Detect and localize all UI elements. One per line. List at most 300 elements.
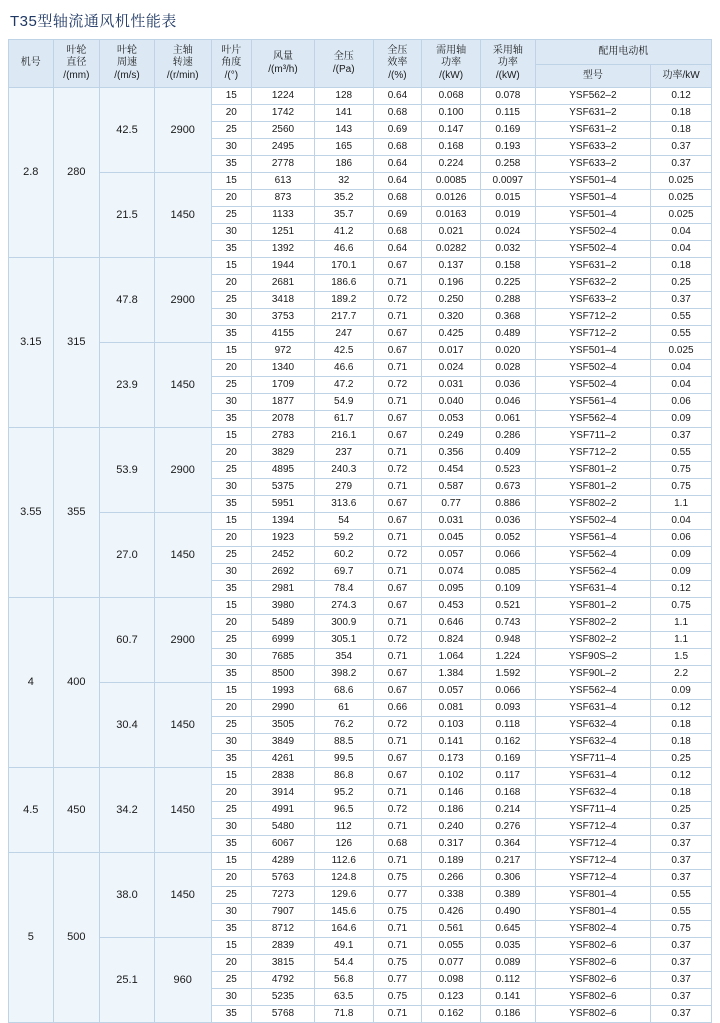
cell-adopted-power: 0.886 — [480, 496, 535, 513]
cell-impeller-diameter: 400 — [53, 598, 100, 768]
cell-required-power: 0.425 — [422, 326, 481, 343]
cell-required-power: 0.320 — [422, 309, 481, 326]
cell-blade-angle: 30 — [211, 564, 252, 581]
cell-air-volume: 2452 — [252, 547, 315, 564]
cell-required-power: 0.031 — [422, 513, 481, 530]
cell-adopted-power: 0.046 — [480, 394, 535, 411]
cell-motor-model: YSF502–4 — [535, 377, 650, 394]
cell-efficiency: 0.72 — [373, 802, 422, 819]
cell-required-power: 0.081 — [422, 700, 481, 717]
cell-motor-power: 0.12 — [651, 700, 712, 717]
cell-blade-angle: 20 — [211, 275, 252, 292]
cell-blade-angle: 30 — [211, 394, 252, 411]
cell-efficiency: 0.67 — [373, 411, 422, 428]
cell-required-power: 0.017 — [422, 343, 481, 360]
cell-total-pressure: 49.1 — [314, 938, 373, 955]
cell-motor-model: YSF501–4 — [535, 173, 650, 190]
cell-total-pressure: 313.6 — [314, 496, 373, 513]
cell-blade-angle: 20 — [211, 445, 252, 462]
cell-total-pressure: 56.8 — [314, 972, 373, 989]
cell-total-pressure: 86.8 — [314, 768, 373, 785]
cell-required-power: 0.587 — [422, 479, 481, 496]
cell-blade-angle: 30 — [211, 734, 252, 751]
table-row — [9, 258, 712, 275]
cell-motor-model: YSF501–4 — [535, 207, 650, 224]
cell-required-power: 0.057 — [422, 683, 481, 700]
cell-motor-model: YSF502–4 — [535, 241, 650, 258]
cell-air-volume: 4895 — [252, 462, 315, 479]
cell-motor-power: 0.55 — [651, 904, 712, 921]
cell-motor-power: 0.09 — [651, 683, 712, 700]
table-row — [9, 598, 712, 615]
cell-air-volume: 2495 — [252, 139, 315, 156]
cell-adopted-power: 0.389 — [480, 887, 535, 904]
cell-required-power: 0.0126 — [422, 190, 481, 207]
cell-blade-angle: 15 — [211, 173, 252, 190]
cell-motor-model: YSF561–4 — [535, 394, 650, 411]
cell-air-volume: 1709 — [252, 377, 315, 394]
cell-blade-angle: 35 — [211, 921, 252, 938]
cell-air-volume: 4792 — [252, 972, 315, 989]
cell-total-pressure: 54 — [314, 513, 373, 530]
cell-required-power: 0.021 — [422, 224, 481, 241]
cell-blade-angle: 35 — [211, 496, 252, 513]
cell-motor-power: 0.09 — [651, 411, 712, 428]
cell-adopted-power: 0.673 — [480, 479, 535, 496]
cell-total-pressure: 237 — [314, 445, 373, 462]
cell-motor-power: 0.37 — [651, 156, 712, 173]
cell-motor-power: 0.18 — [651, 258, 712, 275]
cell-efficiency: 0.71 — [373, 445, 422, 462]
cell-blade-angle: 25 — [211, 547, 252, 564]
cell-blade-angle: 25 — [211, 377, 252, 394]
cell-motor-model: YSF632–4 — [535, 734, 650, 751]
cell-impeller-speed: 47.8 — [100, 258, 155, 343]
cell-motor-model: YSF802–2 — [535, 632, 650, 649]
cell-adopted-power: 0.141 — [480, 989, 535, 1006]
cell-blade-angle: 15 — [211, 513, 252, 530]
cell-motor-model: YSF561–4 — [535, 530, 650, 547]
cell-blade-angle: 15 — [211, 683, 252, 700]
cell-blade-angle: 35 — [211, 1006, 252, 1023]
cell-adopted-power: 0.186 — [480, 1006, 535, 1023]
cell-total-pressure: 41.2 — [314, 224, 373, 241]
cell-adopted-power: 0.015 — [480, 190, 535, 207]
cell-motor-model: YSF631–4 — [535, 768, 650, 785]
cell-adopted-power: 0.117 — [480, 768, 535, 785]
cell-efficiency: 0.68 — [373, 190, 422, 207]
cell-adopted-power: 0.490 — [480, 904, 535, 921]
cell-efficiency: 0.71 — [373, 309, 422, 326]
cell-total-pressure: 96.5 — [314, 802, 373, 819]
cell-motor-power: 0.04 — [651, 224, 712, 241]
cell-efficiency: 0.67 — [373, 513, 422, 530]
cell-efficiency: 0.71 — [373, 853, 422, 870]
cell-total-pressure: 60.2 — [314, 547, 373, 564]
cell-efficiency: 0.68 — [373, 836, 422, 853]
th-adopted-shaft-power: 采用轴 功率 /(kW) — [480, 40, 535, 88]
cell-air-volume: 1133 — [252, 207, 315, 224]
cell-motor-model: YSF90L–2 — [535, 666, 650, 683]
cell-total-pressure: 305.1 — [314, 632, 373, 649]
cell-motor-power: 0.37 — [651, 989, 712, 1006]
cell-total-pressure: 78.4 — [314, 581, 373, 598]
cell-required-power: 0.338 — [422, 887, 481, 904]
cell-motor-power: 0.25 — [651, 275, 712, 292]
cell-motor-model: YSF712–4 — [535, 836, 650, 853]
cell-blade-angle: 15 — [211, 88, 252, 105]
cell-adopted-power: 0.217 — [480, 853, 535, 870]
cell-adopted-power: 0.214 — [480, 802, 535, 819]
cell-efficiency: 0.69 — [373, 122, 422, 139]
cell-required-power: 0.147 — [422, 122, 481, 139]
cell-efficiency: 0.71 — [373, 921, 422, 938]
cell-air-volume: 613 — [252, 173, 315, 190]
cell-blade-angle: 35 — [211, 156, 252, 173]
cell-adopted-power: 0.085 — [480, 564, 535, 581]
cell-total-pressure: 354 — [314, 649, 373, 666]
cell-shaft-rpm: 2900 — [154, 88, 211, 173]
cell-air-volume: 873 — [252, 190, 315, 207]
cell-total-pressure: 129.6 — [314, 887, 373, 904]
cell-total-pressure: 279 — [314, 479, 373, 496]
cell-efficiency: 0.67 — [373, 768, 422, 785]
cell-efficiency: 0.67 — [373, 598, 422, 615]
cell-blade-angle: 35 — [211, 751, 252, 768]
cell-required-power: 0.100 — [422, 105, 481, 122]
cell-blade-angle: 35 — [211, 326, 252, 343]
cell-motor-model: YSF562–4 — [535, 683, 650, 700]
cell-blade-angle: 25 — [211, 462, 252, 479]
cell-motor-model: YSF631–2 — [535, 258, 650, 275]
cell-adopted-power: 0.089 — [480, 955, 535, 972]
cell-total-pressure: 164.6 — [314, 921, 373, 938]
cell-efficiency: 0.71 — [373, 938, 422, 955]
cell-motor-power: 1.1 — [651, 496, 712, 513]
cell-motor-model: YSF502–4 — [535, 224, 650, 241]
cell-shaft-rpm: 2900 — [154, 258, 211, 343]
cell-motor-power: 0.37 — [651, 955, 712, 972]
table-row — [9, 853, 712, 870]
cell-motor-model: YSF802–6 — [535, 972, 650, 989]
cell-model: 3.55 — [9, 428, 54, 598]
cell-air-volume: 1392 — [252, 241, 315, 258]
cell-shaft-rpm: 1450 — [154, 768, 211, 853]
cell-motor-power: 0.18 — [651, 717, 712, 734]
cell-air-volume: 972 — [252, 343, 315, 360]
cell-blade-angle: 20 — [211, 700, 252, 717]
cell-total-pressure: 63.5 — [314, 989, 373, 1006]
cell-motor-power: 0.18 — [651, 122, 712, 139]
cell-efficiency: 0.75 — [373, 955, 422, 972]
cell-adopted-power: 0.024 — [480, 224, 535, 241]
cell-motor-power: 0.04 — [651, 377, 712, 394]
cell-impeller-speed: 25.1 — [100, 938, 155, 1023]
th-required-shaft-power: 需用轴 功率 /(kW) — [422, 40, 481, 88]
cell-adopted-power: 0.115 — [480, 105, 535, 122]
cell-motor-power: 0.75 — [651, 921, 712, 938]
th-efficiency: 全压 效率 /(%) — [373, 40, 422, 88]
cell-blade-angle: 15 — [211, 768, 252, 785]
cell-motor-model: YSF712–4 — [535, 819, 650, 836]
cell-required-power: 0.0085 — [422, 173, 481, 190]
cell-efficiency: 0.77 — [373, 887, 422, 904]
cell-total-pressure: 61 — [314, 700, 373, 717]
cell-impeller-speed: 34.2 — [100, 768, 155, 853]
cell-required-power: 0.646 — [422, 615, 481, 632]
cell-adopted-power: 0.645 — [480, 921, 535, 938]
cell-motor-model: YSF711–4 — [535, 751, 650, 768]
cell-required-power: 0.824 — [422, 632, 481, 649]
cell-required-power: 0.317 — [422, 836, 481, 853]
cell-motor-power: 1.1 — [651, 632, 712, 649]
cell-motor-power: 0.06 — [651, 530, 712, 547]
cell-efficiency: 0.77 — [373, 972, 422, 989]
th-blade-angle: 叶片 角度 /(°) — [211, 40, 252, 88]
cell-model: 2.8 — [9, 88, 54, 258]
cell-required-power: 0.053 — [422, 411, 481, 428]
cell-efficiency: 0.72 — [373, 462, 422, 479]
cell-impeller-diameter: 315 — [53, 258, 100, 428]
cell-air-volume: 2078 — [252, 411, 315, 428]
cell-efficiency: 0.67 — [373, 666, 422, 683]
cell-motor-model: YSF562–4 — [535, 564, 650, 581]
cell-efficiency: 0.72 — [373, 547, 422, 564]
cell-motor-model: YSF802–2 — [535, 496, 650, 513]
cell-adopted-power: 0.020 — [480, 343, 535, 360]
cell-required-power: 0.095 — [422, 581, 481, 598]
cell-required-power: 0.123 — [422, 989, 481, 1006]
cell-blade-angle: 15 — [211, 598, 252, 615]
cell-motor-model: YSF801–4 — [535, 887, 650, 904]
cell-blade-angle: 35 — [211, 836, 252, 853]
cell-air-volume: 1923 — [252, 530, 315, 547]
cell-motor-power: 0.75 — [651, 598, 712, 615]
cell-required-power: 0.057 — [422, 547, 481, 564]
cell-air-volume: 3829 — [252, 445, 315, 462]
cell-total-pressure: 143 — [314, 122, 373, 139]
cell-efficiency: 0.75 — [373, 989, 422, 1006]
cell-motor-model: YSF711–2 — [535, 428, 650, 445]
cell-air-volume: 5763 — [252, 870, 315, 887]
cell-motor-power: 0.25 — [651, 802, 712, 819]
cell-motor-power: 0.37 — [651, 139, 712, 156]
cell-total-pressure: 126 — [314, 836, 373, 853]
cell-air-volume: 7685 — [252, 649, 315, 666]
cell-shaft-rpm: 2900 — [154, 428, 211, 513]
cell-adopted-power: 0.288 — [480, 292, 535, 309]
cell-efficiency: 0.72 — [373, 717, 422, 734]
cell-air-volume: 5768 — [252, 1006, 315, 1023]
cell-required-power: 0.453 — [422, 598, 481, 615]
cell-efficiency: 0.71 — [373, 479, 422, 496]
cell-total-pressure: 186.6 — [314, 275, 373, 292]
cell-blade-angle: 35 — [211, 581, 252, 598]
cell-motor-model: YSF802–2 — [535, 615, 650, 632]
cell-total-pressure: 112.6 — [314, 853, 373, 870]
cell-motor-model: YSF802–4 — [535, 921, 650, 938]
cell-shaft-rpm: 1450 — [154, 853, 211, 938]
cell-total-pressure: 54.4 — [314, 955, 373, 972]
cell-motor-power: 2.2 — [651, 666, 712, 683]
cell-air-volume: 4261 — [252, 751, 315, 768]
cell-air-volume: 4155 — [252, 326, 315, 343]
cell-model: 4 — [9, 598, 54, 768]
cell-required-power: 0.068 — [422, 88, 481, 105]
cell-required-power: 0.250 — [422, 292, 481, 309]
cell-total-pressure: 71.8 — [314, 1006, 373, 1023]
cell-required-power: 0.0163 — [422, 207, 481, 224]
cell-motor-power: 0.37 — [651, 938, 712, 955]
cell-adopted-power: 0.066 — [480, 683, 535, 700]
cell-motor-model: YSF801–2 — [535, 479, 650, 496]
cell-required-power: 0.102 — [422, 768, 481, 785]
cell-total-pressure: 165 — [314, 139, 373, 156]
cell-shaft-rpm: 1450 — [154, 173, 211, 258]
cell-required-power: 0.266 — [422, 870, 481, 887]
cell-blade-angle: 15 — [211, 853, 252, 870]
cell-motor-power: 0.04 — [651, 513, 712, 530]
cell-required-power: 0.055 — [422, 938, 481, 955]
th-motor-power: 功率/kW — [651, 65, 712, 88]
cell-required-power: 0.045 — [422, 530, 481, 547]
cell-required-power: 0.173 — [422, 751, 481, 768]
cell-blade-angle: 20 — [211, 955, 252, 972]
cell-efficiency: 0.71 — [373, 819, 422, 836]
cell-air-volume: 1224 — [252, 88, 315, 105]
cell-total-pressure: 189.2 — [314, 292, 373, 309]
cell-total-pressure: 59.2 — [314, 530, 373, 547]
cell-required-power: 0.196 — [422, 275, 481, 292]
cell-motor-power: 0.18 — [651, 785, 712, 802]
cell-shaft-rpm: 1450 — [154, 343, 211, 428]
cell-required-power: 0.098 — [422, 972, 481, 989]
th-shaft-rpm: 主轴 转速 /(r/min) — [154, 40, 211, 88]
cell-adopted-power: 0.019 — [480, 207, 535, 224]
cell-efficiency: 0.71 — [373, 564, 422, 581]
cell-total-pressure: 69.7 — [314, 564, 373, 581]
cell-air-volume: 1394 — [252, 513, 315, 530]
cell-air-volume: 1251 — [252, 224, 315, 241]
cell-adopted-power: 0.032 — [480, 241, 535, 258]
cell-blade-angle: 30 — [211, 649, 252, 666]
cell-motor-power: 0.75 — [651, 479, 712, 496]
cell-motor-power: 0.37 — [651, 1006, 712, 1023]
cell-impeller-speed: 23.9 — [100, 343, 155, 428]
cell-air-volume: 3849 — [252, 734, 315, 751]
cell-total-pressure: 95.2 — [314, 785, 373, 802]
cell-motor-power: 0.55 — [651, 326, 712, 343]
cell-motor-model: YSF802–6 — [535, 989, 650, 1006]
cell-motor-model: YSF502–4 — [535, 513, 650, 530]
cell-motor-model: YSF633–2 — [535, 139, 650, 156]
cell-efficiency: 0.67 — [373, 581, 422, 598]
cell-blade-angle: 20 — [211, 190, 252, 207]
cell-adopted-power: 0.276 — [480, 819, 535, 836]
cell-blade-angle: 30 — [211, 224, 252, 241]
cell-motor-power: 0.37 — [651, 972, 712, 989]
cell-blade-angle: 15 — [211, 258, 252, 275]
cell-motor-model: YSF712–4 — [535, 853, 650, 870]
cell-adopted-power: 0.061 — [480, 411, 535, 428]
cell-required-power: 0.224 — [422, 156, 481, 173]
cell-total-pressure: 47.2 — [314, 377, 373, 394]
cell-air-volume: 4991 — [252, 802, 315, 819]
cell-total-pressure: 76.2 — [314, 717, 373, 734]
cell-efficiency: 0.67 — [373, 751, 422, 768]
cell-required-power: 0.0282 — [422, 241, 481, 258]
cell-air-volume: 2981 — [252, 581, 315, 598]
cell-motor-model: YSF632–4 — [535, 785, 650, 802]
cell-adopted-power: 0.109 — [480, 581, 535, 598]
cell-air-volume: 2783 — [252, 428, 315, 445]
cell-blade-angle: 20 — [211, 105, 252, 122]
cell-motor-power: 0.025 — [651, 190, 712, 207]
table-body — [9, 88, 712, 1023]
cell-adopted-power: 0.193 — [480, 139, 535, 156]
table-row — [9, 768, 712, 785]
cell-air-volume: 1944 — [252, 258, 315, 275]
cell-air-volume: 7907 — [252, 904, 315, 921]
cell-efficiency: 0.64 — [373, 173, 422, 190]
cell-adopted-power: 0.286 — [480, 428, 535, 445]
cell-adopted-power: 0.364 — [480, 836, 535, 853]
cell-required-power: 0.240 — [422, 819, 481, 836]
cell-air-volume: 1877 — [252, 394, 315, 411]
cell-total-pressure: 46.6 — [314, 241, 373, 258]
cell-motor-power: 0.12 — [651, 768, 712, 785]
cell-total-pressure: 247 — [314, 326, 373, 343]
cell-motor-power: 0.18 — [651, 734, 712, 751]
cell-air-volume: 2778 — [252, 156, 315, 173]
cell-required-power: 0.356 — [422, 445, 481, 462]
cell-air-volume: 5375 — [252, 479, 315, 496]
cell-efficiency: 0.64 — [373, 88, 422, 105]
cell-required-power: 0.077 — [422, 955, 481, 972]
cell-air-volume: 3914 — [252, 785, 315, 802]
cell-air-volume: 1742 — [252, 105, 315, 122]
cell-impeller-speed: 53.9 — [100, 428, 155, 513]
cell-blade-angle: 30 — [211, 989, 252, 1006]
cell-motor-power: 0.55 — [651, 887, 712, 904]
cell-adopted-power: 0.169 — [480, 122, 535, 139]
cell-efficiency: 0.67 — [373, 683, 422, 700]
cell-model: 3.15 — [9, 258, 54, 428]
cell-required-power: 0.137 — [422, 258, 481, 275]
cell-adopted-power: 0.036 — [480, 513, 535, 530]
table-row — [9, 343, 712, 360]
cell-required-power: 0.162 — [422, 1006, 481, 1023]
cell-air-volume: 6999 — [252, 632, 315, 649]
cell-air-volume: 3505 — [252, 717, 315, 734]
cell-required-power: 0.024 — [422, 360, 481, 377]
cell-blade-angle: 25 — [211, 717, 252, 734]
cell-adopted-power: 1.224 — [480, 649, 535, 666]
table-row — [9, 938, 712, 955]
cell-motor-model: YSF801–2 — [535, 598, 650, 615]
cell-efficiency: 0.68 — [373, 224, 422, 241]
cell-motor-model: YSF712–2 — [535, 445, 650, 462]
cell-air-volume: 5235 — [252, 989, 315, 1006]
th-motor-group: 配用电动机 — [535, 40, 711, 65]
cell-blade-angle: 25 — [211, 632, 252, 649]
cell-impeller-speed: 21.5 — [100, 173, 155, 258]
cell-blade-angle: 30 — [211, 904, 252, 921]
cell-efficiency: 0.72 — [373, 632, 422, 649]
cell-impeller-speed: 30.4 — [100, 683, 155, 768]
cell-air-volume: 7273 — [252, 887, 315, 904]
cell-motor-model: YSF562–4 — [535, 547, 650, 564]
